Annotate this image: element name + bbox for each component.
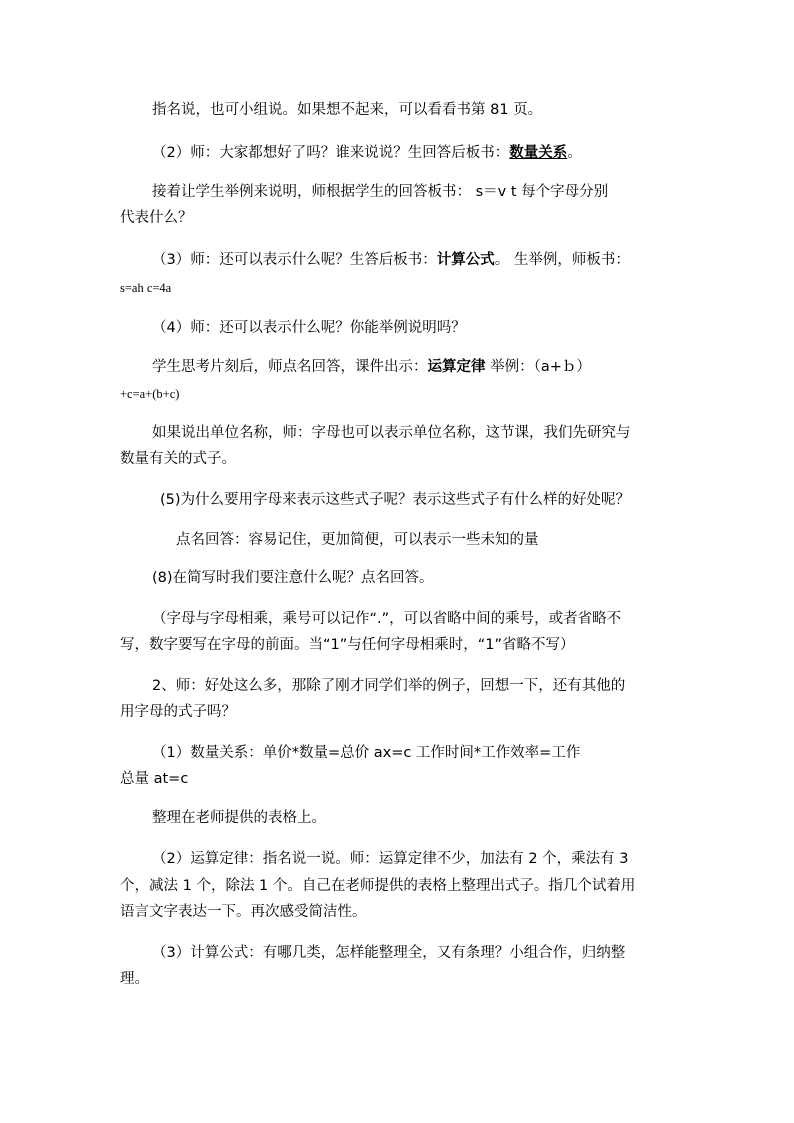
paragraph-line: +c=a+(b+c) [120,387,180,401]
paragraph-line: 整理在老师提供的表格上。 [152,810,326,826]
paragraph-line: （2）师：大家都想好了吗？谁来说说？生回答后板书：数量关系。 [152,145,582,161]
paragraph-line: （4）师：还可以表示什么呢？你能举例说明吗？ [152,320,466,336]
paragraph-line: s=ah c=4a [120,281,172,295]
paragraph-line: 代表什么？ [120,210,193,226]
paragraph-line: 个，减法 1 个，除法 1 个。自己在老师提供的表格上整理出式子。指几个试着用 [120,878,636,894]
paragraph-line: 总量 at=c [120,771,189,787]
emphasis-text: 计算公式 [436,252,495,268]
paragraph-line: (8)在简写时我们要注意什么呢？点名回答。 [152,570,434,586]
paragraph-line: （2）运算定律：指名说一说。师：运算定律不少，加法有 2 个，乘法有 3 [152,851,629,867]
paragraph-line: 2、师：好处这么多，那除了刚才同学们举的例子，回想一下，还有其他的 [152,678,626,694]
emphasis-text: 数量关系 [509,145,568,161]
paragraph-line: 如果说出单位名称，师：字母也可以表示单位名称，这节课，我们先研究与 [152,425,631,441]
paragraph-line: 接着让学生举例来说明，师根据学生的回答板书： s＝v t 每个字母分别 [152,184,609,200]
emphasis-text: 运算定律 [427,359,486,375]
paragraph-line: (5)为什么要用字母来表示这些式子呢？表示这些式子有什么样的好处呢？ [160,492,631,508]
paragraph-line: 指名说，也可小组说。如果想不起来，可以看看书第 81 页。 [152,102,543,118]
paragraph-line: 理。 [120,971,149,987]
paragraph-line: 点名回答：容易记住，更加简便，可以表示一些未知的量 [176,532,539,548]
paragraph-line: （3）计算公式：有哪几类，怎样能整理全，又有条理？小组合作，归纳整 [152,945,626,961]
paragraph-line: 学生思考片刻后，师点名回答，课件出示：运算定律 举例：（a+ｂ） [152,359,591,375]
paragraph-line: （3）师：还可以表示什么呢？生答后板书：计算公式。 生举例，师板书： [152,252,630,268]
paragraph-line: （字母与字母相乘，乘号可以记作“.”，可以省略中间的乘号，或者省略不 [152,611,622,627]
paragraph-line: 数量有关的式子。 [120,451,236,467]
paragraph-line: 语言文字表达一下。再次感受简洁性。 [120,904,367,920]
paragraph-line: （1）数量关系：单价*数量=总价 ax=c 工作时间*工作效率=工作 [152,745,581,761]
paragraph-line: 写，数字要写在字母的前面。当“1”与任何字母相乘时，“1”省略不写） [120,637,575,653]
paragraph-line: 用字母的式子吗？ [120,704,236,720]
